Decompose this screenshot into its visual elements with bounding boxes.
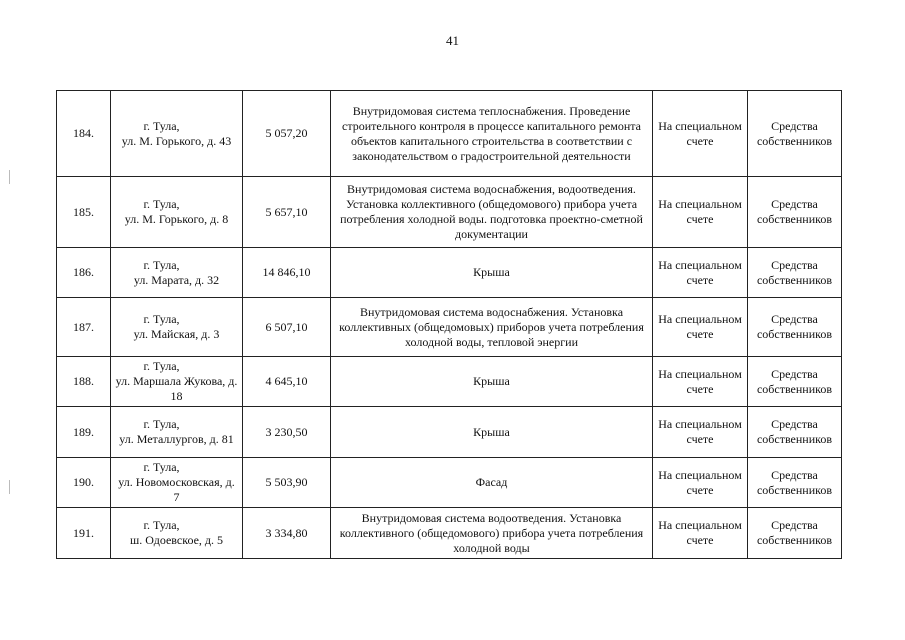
work-type-cell: Крыша: [331, 407, 653, 458]
address-city: г. Тула,: [143, 417, 180, 431]
area-cell: 5 657,10: [243, 177, 331, 248]
repair-registry-table: [56, 90, 842, 559]
row-number: 188.: [57, 357, 111, 407]
address-street: ул. Новомосковская, д. 7: [118, 475, 235, 504]
work-type-cell: Крыша: [331, 248, 653, 298]
address-city: г. Тула,: [143, 518, 180, 532]
table-row: [57, 357, 842, 407]
area-cell: 3 230,50: [243, 407, 331, 458]
address-street: ул. Металлургов, д. 81: [119, 432, 234, 446]
address-city: г. Тула,: [143, 257, 180, 272]
address-cell: [111, 508, 243, 559]
table-row: [57, 91, 842, 177]
address-street: ул. Марата, д. 32: [133, 272, 220, 287]
account-cell: На специальном счете: [653, 177, 748, 248]
funding-source-cell: Средства собственников: [748, 407, 842, 458]
account-cell: На специальном счете: [653, 248, 748, 298]
area-cell: 5 503,90: [243, 458, 331, 508]
funding-source-cell: Средства собственников: [748, 357, 842, 407]
table-row: [57, 298, 842, 357]
work-type-cell: Внутридомовая система водоснабжения. Установка коллективных (общедомовых) приборов учета потребления холодной воды, тепловой энергии: [331, 298, 653, 357]
row-number: 186.: [57, 248, 111, 298]
account-cell: На специальном счете: [653, 91, 748, 177]
funding-source-cell: Средства собственников: [748, 298, 842, 357]
area-cell: 5 057,20: [243, 91, 331, 177]
address-city: г. Тула,: [143, 460, 180, 474]
scan-margin-mark: [9, 170, 10, 184]
row-number: 189.: [57, 407, 111, 458]
funding-source-cell: Средства собственников: [748, 91, 842, 177]
address-cell: [111, 248, 243, 298]
table-row: [57, 177, 842, 248]
area-cell: 6 507,10: [243, 298, 331, 357]
address-street: ш. Одоевское, д. 5: [129, 533, 224, 547]
address-city: г. Тула,: [143, 197, 180, 211]
work-type-cell: Крыша: [331, 357, 653, 407]
address-cell: [111, 91, 243, 177]
work-type-cell: Внутридомовая система водоснабжения, водоотведения. Установка коллективного (общедомового) прибора учета потребления холодной воды. подготовка проектно-сметной документации: [331, 177, 653, 248]
address-city: г. Тула,: [143, 118, 180, 133]
address-street: ул. М. Горького, д. 43: [121, 133, 232, 148]
table-row: [57, 407, 842, 458]
area-cell: 4 645,10: [243, 357, 331, 407]
row-number: 184.: [57, 91, 111, 177]
address-cell: [111, 458, 243, 508]
table-row: [57, 508, 842, 559]
address-city: г. Тула,: [143, 359, 180, 373]
funding-source-cell: Средства собственников: [748, 248, 842, 298]
row-number: 190.: [57, 458, 111, 508]
account-cell: На специальном счете: [653, 508, 748, 559]
area-cell: 3 334,80: [243, 508, 331, 559]
account-cell: На специальном счете: [653, 458, 748, 508]
work-type-cell: Внутридомовая система теплоснабжения. Проведение строительного контроля в процессе капитального ремонта объектов капитального строительства в соответствии с законодательством о градостроительной деятельности: [331, 91, 653, 177]
funding-source-cell: Средства собственников: [748, 458, 842, 508]
scan-margin-mark: [9, 480, 10, 494]
address-street: ул. Майская, д. 3: [133, 327, 220, 341]
table-row: [57, 458, 842, 508]
table-row: [57, 248, 842, 298]
funding-source-cell: Средства собственников: [748, 177, 842, 248]
row-number: 191.: [57, 508, 111, 559]
area-cell: 14 846,10: [243, 248, 331, 298]
funding-source-cell: Средства собственников: [748, 508, 842, 559]
address-cell: [111, 407, 243, 458]
address-cell: [111, 298, 243, 357]
account-cell: На специальном счете: [653, 407, 748, 458]
address-cell: [111, 357, 243, 407]
account-cell: На специальном счете: [653, 357, 748, 407]
account-cell: На специальном счете: [653, 298, 748, 357]
work-type-cell: Фасад: [331, 458, 653, 508]
address-cell: [111, 177, 243, 248]
address-street: ул. М. Горького, д. 8: [124, 212, 229, 226]
address-street: ул. Маршала Жукова, д. 18: [115, 374, 238, 403]
address-city: г. Тула,: [143, 312, 180, 326]
row-number: 185.: [57, 177, 111, 248]
page-number: 41: [446, 33, 459, 48]
row-number: 187.: [57, 298, 111, 357]
work-type-cell: Внутридомовая система водоотведения. Установка коллективного (общедомового) прибора учета потребления холодной воды: [331, 508, 653, 559]
